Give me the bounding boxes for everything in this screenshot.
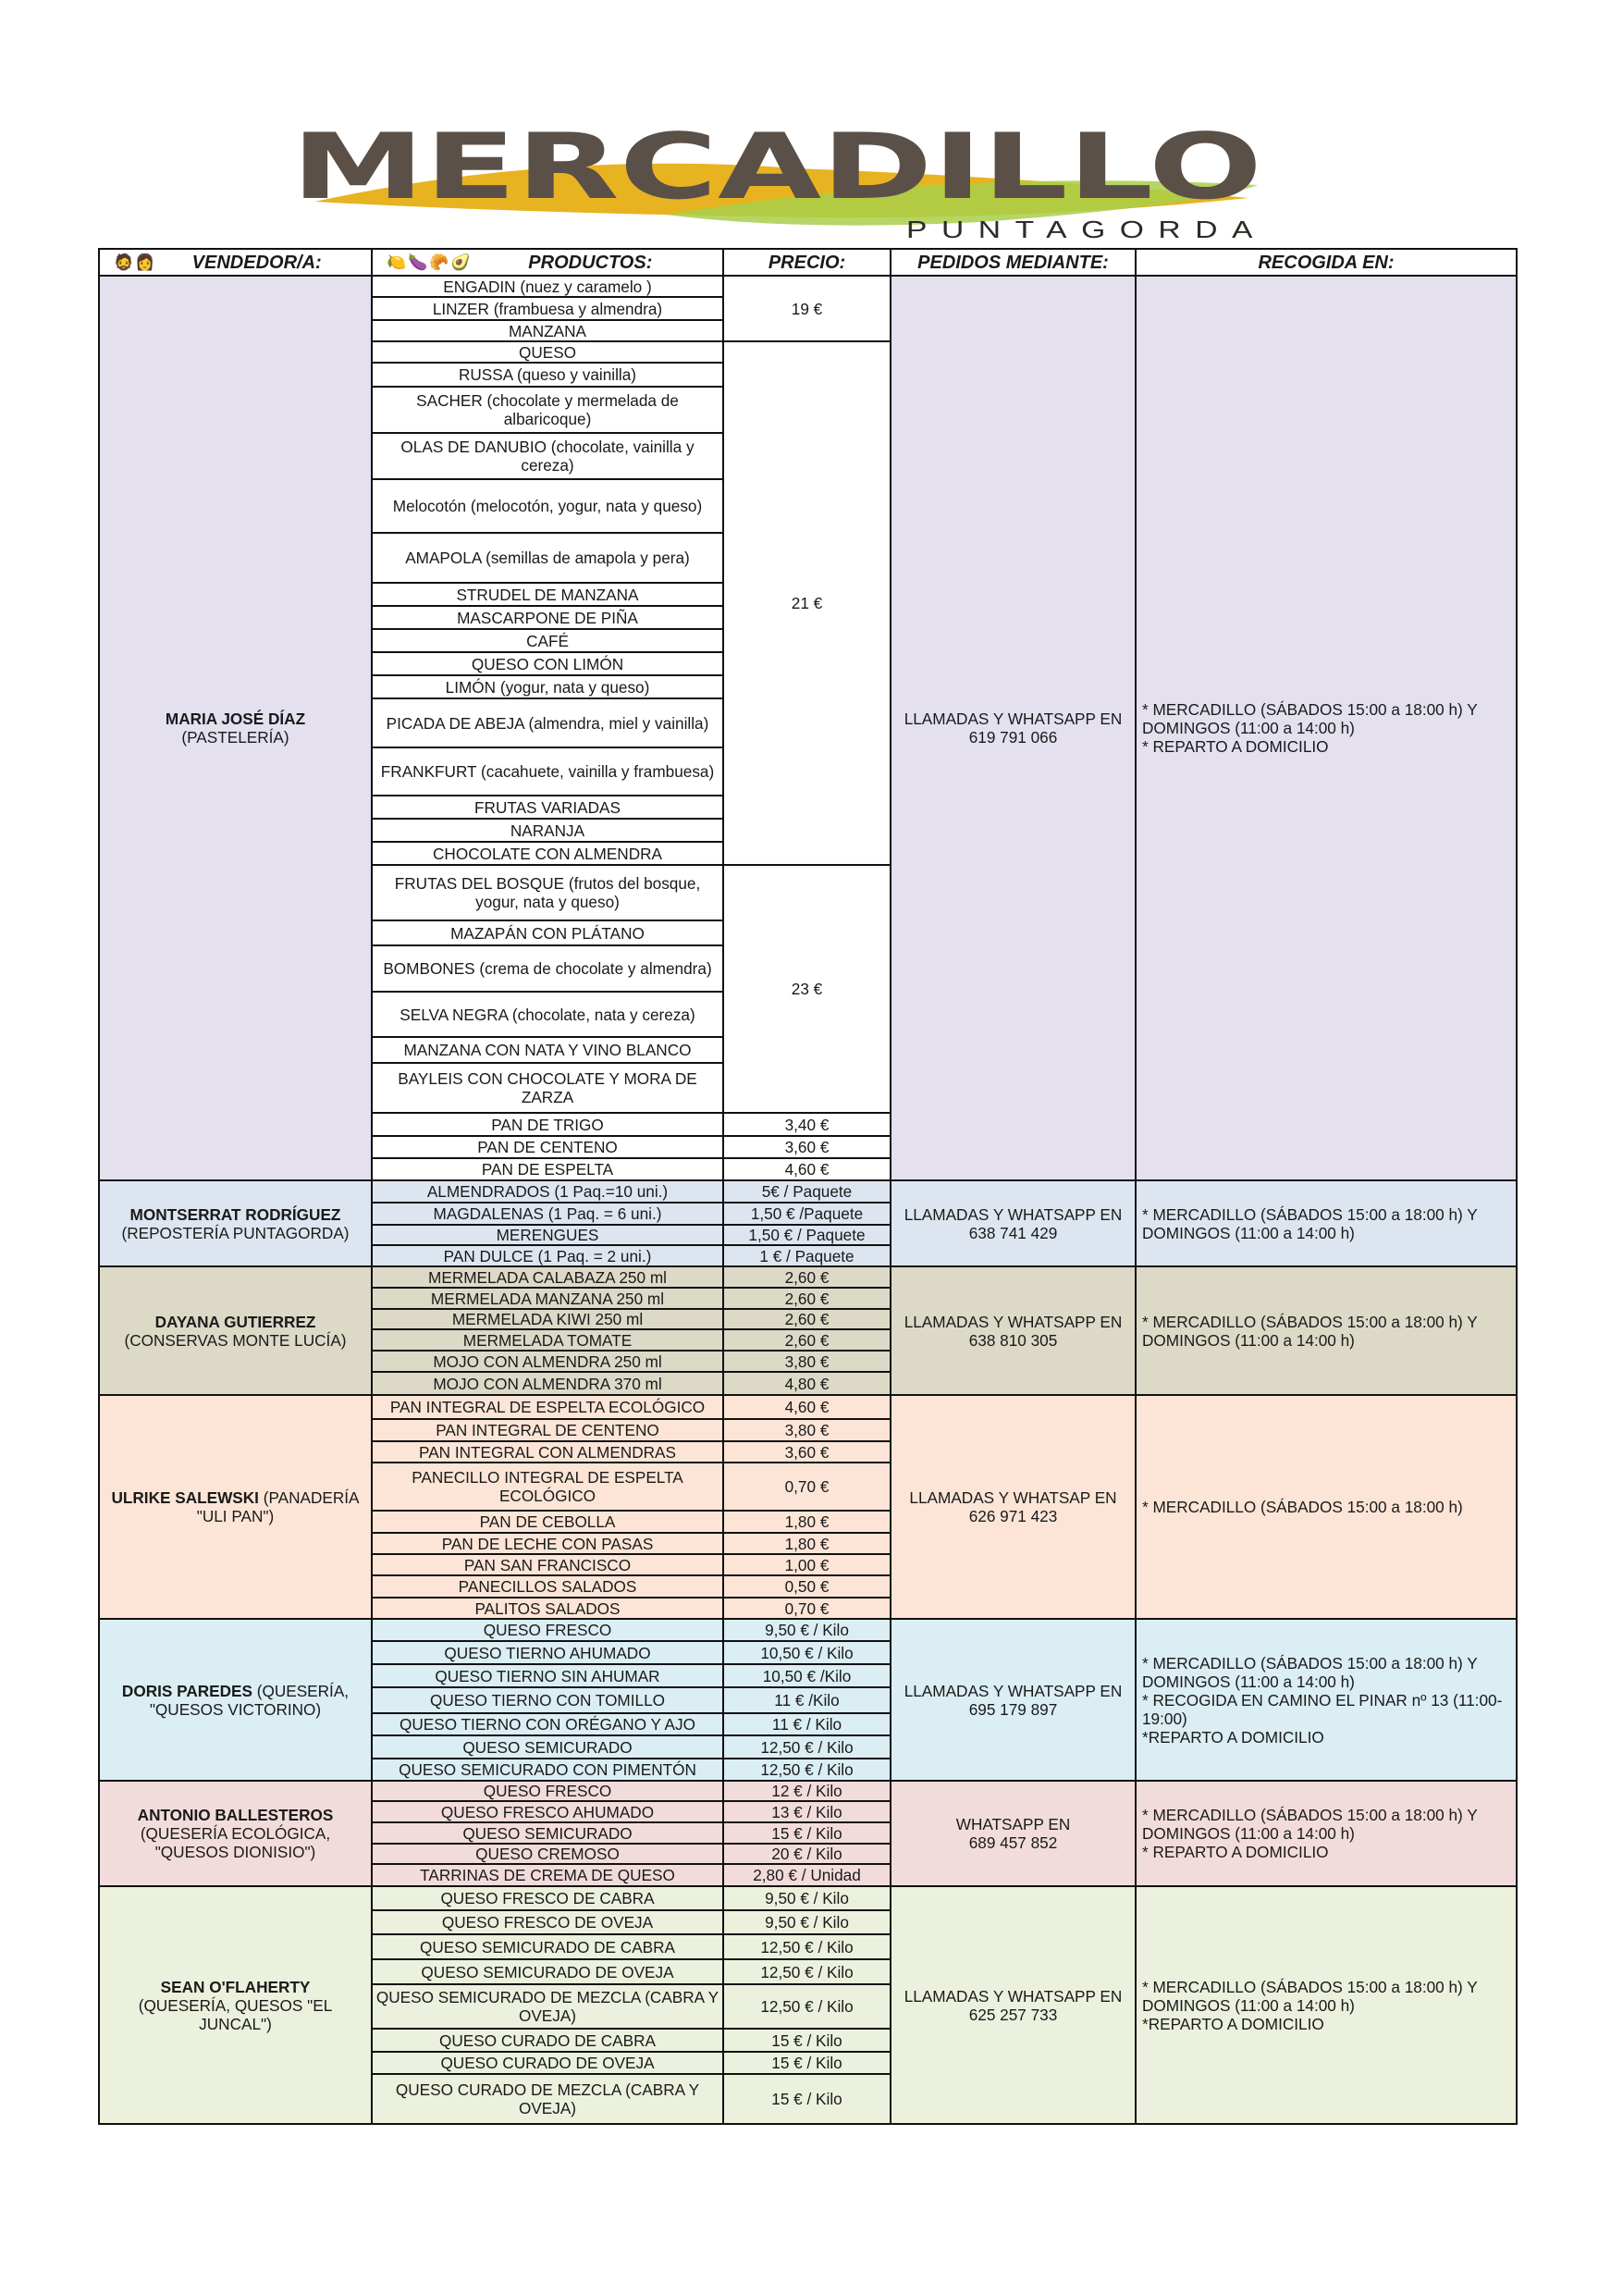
product-cell: PAN DE LECHE CON PASAS — [372, 1533, 723, 1554]
price-cell: 13 € / Kilo — [723, 1801, 891, 1822]
product-cell: FRANKFURT (cacahuete, vainilla y frambuesa) — [372, 747, 723, 796]
price-cell: 1,50 € /Paquete — [723, 1203, 891, 1225]
price-cell: 12,50 € / Kilo — [723, 1735, 891, 1759]
product-cell: PALITOS SALADOS — [372, 1598, 723, 1619]
product-cell: MERENGUES — [372, 1225, 723, 1245]
product-cell: QUESO SEMICURADO DE MEZCLA (CABRA Y OVEJA) — [372, 1984, 723, 2029]
price-cell: 3,80 € — [723, 1419, 891, 1441]
product-cell: QUESO CREMOSO — [372, 1844, 723, 1864]
product-cell: Melocotón (melocotón, yogur, nata y queso) — [372, 479, 723, 533]
product-cell: MOJO CON ALMENDRA 250 ml — [372, 1351, 723, 1372]
vendor-group-montserrat — [99, 1180, 1517, 1266]
product-cell: FRUTAS DEL BOSQUE (frutos del bosque, yogur, nata y queso) — [372, 865, 723, 920]
product-cell: QUESO TIERNO AHUMADO — [372, 1641, 723, 1664]
product-cell: LIMÓN (yogur, nata y queso) — [372, 675, 723, 698]
contact-cell: LLAMADAS Y WHATSAPP EN 638 810 305 — [891, 1266, 1136, 1395]
pickup-cell: * MERCADILLO (SÁBADOS 15:00 a 18:00 h) Y DOMINGOS (11:00 a 14:00 h) — [1136, 1266, 1517, 1395]
product-cell: QUESO CURADO DE CABRA — [372, 2029, 723, 2052]
product-cell: TARRINAS DE CREMA DE QUESO — [372, 1864, 723, 1886]
product-cell: MANZANA CON NATA Y VINO BLANCO — [372, 1037, 723, 1063]
pickup-cell: * MERCADILLO (SÁBADOS 15:00 a 18:00 h) — [1136, 1395, 1517, 1619]
product-cell: PAN INTEGRAL DE CENTENO — [372, 1419, 723, 1441]
vendor-name: SEAN O'FLAHERTY — [160, 1977, 311, 1996]
vendor-group-ulrike — [99, 1395, 1517, 1619]
price-cell: 11 € /Kilo — [723, 1687, 891, 1713]
pickup-cell: * MERCADILLO (SÁBADOS 15:00 a 18:00 h) Y DOMINGOS (11:00 a 14:00 h) *REPARTO A DOMICILIO — [1136, 1886, 1517, 2124]
price-cell: 1,50 € / Paquete — [723, 1225, 891, 1245]
price-cell: 12,50 € / Kilo — [723, 1959, 891, 1984]
table-row — [99, 1886, 1517, 1910]
product-cell: MAZAPÁN CON PLÁTANO — [372, 920, 723, 945]
product-cell: PANECILLOS SALADOS — [372, 1575, 723, 1598]
product-cell: MERMELADA MANZANA 250 ml — [372, 1288, 723, 1309]
price-cell: 20 € / Kilo — [723, 1844, 891, 1864]
table-header-row — [99, 249, 1517, 276]
vendor-type: (QUESERÍA, "QUESOS VICTORINO) — [149, 1681, 350, 1719]
contact-cell: LLAMADAS Y WHATSAP EN 626 971 423 — [891, 1395, 1136, 1619]
table-row — [99, 1180, 1517, 1203]
price-cell: 12 € / Kilo — [723, 1781, 891, 1801]
product-cell: ENGADIN (nuez y caramelo ) — [372, 276, 723, 297]
contact-cell: LLAMADAS Y WHATSAPP EN 695 179 897 — [891, 1619, 1136, 1781]
product-cell: QUESO FRESCO — [372, 1619, 723, 1641]
product-cell: NARANJA — [372, 819, 723, 842]
price-cell: 2,60 € — [723, 1309, 891, 1329]
vendor-type: (CONSERVAS MONTE LUCÍA) — [124, 1330, 347, 1350]
product-cell: MERMELADA KIWI 250 ml — [372, 1309, 723, 1329]
vendor-type: (PASTELERÍA) — [181, 728, 289, 747]
vendors-table — [98, 248, 1518, 2125]
product-cell: SACHER (chocolate y mermelada de albaricoque) — [372, 387, 723, 433]
product-cell: MASCARPONE DE PIÑA — [372, 606, 723, 629]
product-cell: PANECILLO INTEGRAL DE ESPELTA ECOLÓGICO — [372, 1463, 723, 1511]
logo-subtitle: PUNTAGORDA — [906, 216, 1267, 242]
product-cell: PAN DE CEBOLLA — [372, 1511, 723, 1533]
contact-cell: LLAMADAS Y WHATSAPP EN 638 741 429 — [891, 1180, 1136, 1266]
price-cell: 15 € / Kilo — [723, 2074, 891, 2124]
header-products: 🍋🍆🥐🥑 PRODUCTOS: — [372, 249, 723, 276]
vendor-group-sean — [99, 1886, 1517, 2124]
product-cell: QUESO — [372, 341, 723, 363]
product-cell: MERMELADA TOMATE — [372, 1329, 723, 1351]
vendor-group-maria — [99, 276, 1517, 1180]
price-cell: 3,60 € — [723, 1441, 891, 1463]
mercadillo-logo — [277, 113, 1276, 242]
price-cell: 19 € — [723, 276, 891, 341]
vendor-name: DORIS PAREDES — [121, 1681, 252, 1700]
product-cell: STRUDEL DE MANZANA — [372, 583, 723, 606]
vendor-name: DAYANA GUTIERREZ — [154, 1312, 316, 1331]
logo-title: MERCADILLO — [291, 115, 1262, 220]
food-icons: 🍋🍆🥐🥑 — [387, 253, 473, 271]
table-row — [99, 1395, 1517, 1419]
header-pickup: RECOGIDA EN: — [1136, 249, 1517, 276]
phone-number: 689 457 852 — [968, 1833, 1058, 1852]
price-cell: 2,60 € — [723, 1288, 891, 1309]
product-cell: QUESO CON LIMÓN — [372, 652, 723, 675]
price-cell: 9,50 € / Kilo — [723, 1886, 891, 1910]
product-cell: BAYLEIS CON CHOCOLATE Y MORA DE ZARZA — [372, 1063, 723, 1113]
product-cell: QUESO SEMICURADO — [372, 1822, 723, 1844]
price-cell: 10,50 € /Kilo — [723, 1664, 891, 1687]
product-cell: QUESO TIERNO SIN AHUMAR — [372, 1664, 723, 1687]
vendor-cell — [99, 1266, 372, 1395]
product-cell: QUESO FRESCO DE CABRA — [372, 1886, 723, 1910]
phone-number: 619 791 066 — [968, 728, 1058, 747]
product-cell: ALMENDRADOS (1 Paq.=10 uni.) — [372, 1180, 723, 1203]
price-cell: 3,60 € — [723, 1136, 891, 1158]
contact-cell: LLAMADAS Y WHATSAPP EN 625 257 733 — [891, 1886, 1136, 2124]
product-cell: MOJO CON ALMENDRA 370 ml — [372, 1372, 723, 1395]
pickup-cell: * MERCADILLO (SÁBADOS 15:00 a 18:00 h) Y DOMINGOS (11:00 a 14:00 h) * RECOGIDA EN CAMINO EL PINAR nº 13 (11:00-19:00) *REPARTO A DOMICILIO — [1136, 1619, 1517, 1781]
phone-number: 638 741 429 — [968, 1223, 1058, 1242]
product-cell: QUESO TIERNO CON ORÉGANO Y AJO — [372, 1713, 723, 1735]
product-cell: QUESO SEMICURADO DE CABRA — [372, 1934, 723, 1959]
price-cell: 23 € — [723, 865, 891, 1113]
product-cell: PAN INTEGRAL DE ESPELTA ECOLÓGICO — [372, 1395, 723, 1419]
product-cell: LINZER (frambuesa y almendra) — [372, 297, 723, 320]
product-cell: MERMELADA CALABAZA 250 ml — [372, 1266, 723, 1288]
price-cell: 3,80 € — [723, 1351, 891, 1372]
vendor-group-antonio — [99, 1781, 1517, 1886]
product-cell: QUESO CURADO DE OVEJA — [372, 2052, 723, 2074]
table-row — [99, 1619, 1517, 1641]
vendors-sheet — [98, 248, 1516, 2125]
product-cell: PAN DULCE (1 Paq. = 2 uni.) — [372, 1245, 723, 1266]
product-cell: PICADA DE ABEJA (almendra, miel y vainilla) — [372, 698, 723, 747]
price-cell: 1 € / Paquete — [723, 1245, 891, 1266]
vendor-cell — [99, 1395, 372, 1619]
product-cell: MANZANA — [372, 320, 723, 341]
vendor-name: ANTONIO BALLESTEROS — [137, 1806, 334, 1824]
price-cell: 15 € / Kilo — [723, 1822, 891, 1844]
product-cell: QUESO FRESCO DE OVEJA — [372, 1910, 723, 1934]
phone-number: 626 971 423 — [968, 1507, 1058, 1525]
pickup-cell: * MERCADILLO (SÁBADOS 15:00 a 18:00 h) Y DOMINGOS (11:00 a 14:00 h) * REPARTO A DOMICILIO — [1136, 276, 1517, 1180]
product-cell: QUESO SEMICURADO DE OVEJA — [372, 1959, 723, 1984]
price-cell: 9,50 € / Kilo — [723, 1619, 891, 1641]
contact-cell: LLAMADAS Y WHATSAPP EN 619 791 066 — [891, 276, 1136, 1180]
vendor-cell — [99, 1781, 372, 1886]
vendor-group-dayana — [99, 1266, 1517, 1395]
price-cell: 12,50 € / Kilo — [723, 1984, 891, 2029]
header-price: PRECIO: — [723, 249, 891, 276]
vendor-name: ULRIKE SALEWSKI — [111, 1488, 259, 1507]
product-cell: QUESO FRESCO AHUMADO — [372, 1801, 723, 1822]
header-orders: PEDIDOS MEDIANTE: — [891, 249, 1136, 276]
product-cell: QUESO SEMICURADO CON PIMENTÓN — [372, 1759, 723, 1781]
product-cell: QUESO SEMICURADO — [372, 1735, 723, 1759]
vendor-type: (QUESERÍA ECOLÓGICA, "QUESOS DIONISIO") — [140, 1824, 331, 1861]
product-cell: PAN DE TRIGO — [372, 1113, 723, 1136]
vendor-name: MARIA JOSÉ DÍAZ — [165, 710, 306, 728]
price-cell: 1,00 € — [723, 1554, 891, 1575]
product-cell: OLAS DE DANUBIO (chocolate, vainilla y cereza) — [372, 433, 723, 479]
product-cell: RUSSA (queso y vainilla) — [372, 363, 723, 387]
price-cell: 1,80 € — [723, 1511, 891, 1533]
vendor-group-doris — [99, 1619, 1517, 1781]
price-cell: 9,50 € / Kilo — [723, 1910, 891, 1934]
product-cell: CAFÉ — [372, 629, 723, 652]
price-cell: 0,50 € — [723, 1575, 891, 1598]
price-cell: 15 € / Kilo — [723, 2029, 891, 2052]
product-cell: PAN DE CENTENO — [372, 1136, 723, 1158]
phone-number: 695 179 897 — [968, 1699, 1058, 1719]
product-cell: QUESO TIERNO CON TOMILLO — [372, 1687, 723, 1713]
table-row — [99, 1781, 1517, 1801]
price-cell: 4,80 € — [723, 1372, 891, 1395]
price-cell: 2,80 € / Unidad — [723, 1864, 891, 1886]
vendor-cell — [99, 1886, 372, 2124]
price-cell: 4,60 € — [723, 1395, 891, 1419]
header-vendor: 🧔👩 VENDEDOR/A: — [99, 249, 372, 276]
price-cell: 12,50 € / Kilo — [723, 1759, 891, 1781]
product-cell: CHOCOLATE CON ALMENDRA — [372, 842, 723, 865]
price-cell: 1,80 € — [723, 1533, 891, 1554]
price-cell: 2,60 € — [723, 1329, 891, 1351]
vendor-type: (REPOSTERÍA PUNTAGORDA) — [121, 1223, 350, 1242]
product-cell: FRUTAS VARIADAS — [372, 796, 723, 819]
vendor-cell — [99, 276, 372, 1180]
vendor-type: (PANADERÍA "ULI PAN") — [196, 1488, 360, 1525]
contact-cell: WHATSAPP EN 689 457 852 — [891, 1781, 1136, 1886]
price-cell: 0,70 € — [723, 1598, 891, 1619]
price-cell: 21 € — [723, 341, 891, 865]
price-cell: 5€ / Paquete — [723, 1180, 891, 1203]
vendor-name: MONTSERRAT RODRÍGUEZ — [129, 1204, 341, 1224]
price-cell: 3,40 € — [723, 1113, 891, 1136]
table-row — [99, 276, 1517, 297]
price-cell: 0,70 € — [723, 1463, 891, 1511]
product-cell: BOMBONES (crema de chocolate y almendra) — [372, 945, 723, 992]
people-icon: 🧔👩 — [114, 253, 157, 271]
product-cell: PAN DE ESPELTA — [372, 1158, 723, 1180]
vendor-type: (QUESERÍA, QUESOS "EL JUNCAL") — [138, 1995, 333, 2033]
pickup-cell: * MERCADILLO (SÁBADOS 15:00 a 18:00 h) Y DOMINGOS (11:00 a 14:00 h) — [1136, 1180, 1517, 1266]
product-cell: QUESO FRESCO — [372, 1781, 723, 1801]
vendor-cell — [99, 1619, 372, 1781]
price-cell: 10,50 € / Kilo — [723, 1641, 891, 1664]
price-cell: 11 € / Kilo — [723, 1713, 891, 1735]
price-cell: 15 € / Kilo — [723, 2052, 891, 2074]
product-cell: PAN INTEGRAL CON ALMENDRAS — [372, 1441, 723, 1463]
price-cell: 12,50 € / Kilo — [723, 1934, 891, 1959]
price-cell: 4,60 € — [723, 1158, 891, 1180]
product-cell: MAGDALENAS (1 Paq. = 6 uni.) — [372, 1203, 723, 1225]
price-cell: 2,60 € — [723, 1266, 891, 1288]
product-cell: AMAPOLA (semillas de amapola y pera) — [372, 533, 723, 583]
pickup-cell: * MERCADILLO (SÁBADOS 15:00 a 18:00 h) Y DOMINGOS (11:00 a 14:00 h) * REPARTO A DOMICILIO — [1136, 1781, 1517, 1886]
phone-number: 625 257 733 — [968, 2005, 1058, 2024]
vendor-cell — [99, 1180, 372, 1266]
product-cell: SELVA NEGRA (chocolate, nata y cereza) — [372, 992, 723, 1037]
table-row — [99, 1266, 1517, 1288]
product-cell: PAN SAN FRANCISCO — [372, 1554, 723, 1575]
product-cell: QUESO CURADO DE MEZCLA (CABRA Y OVEJA) — [372, 2074, 723, 2124]
phone-number: 638 810 305 — [968, 1330, 1058, 1350]
